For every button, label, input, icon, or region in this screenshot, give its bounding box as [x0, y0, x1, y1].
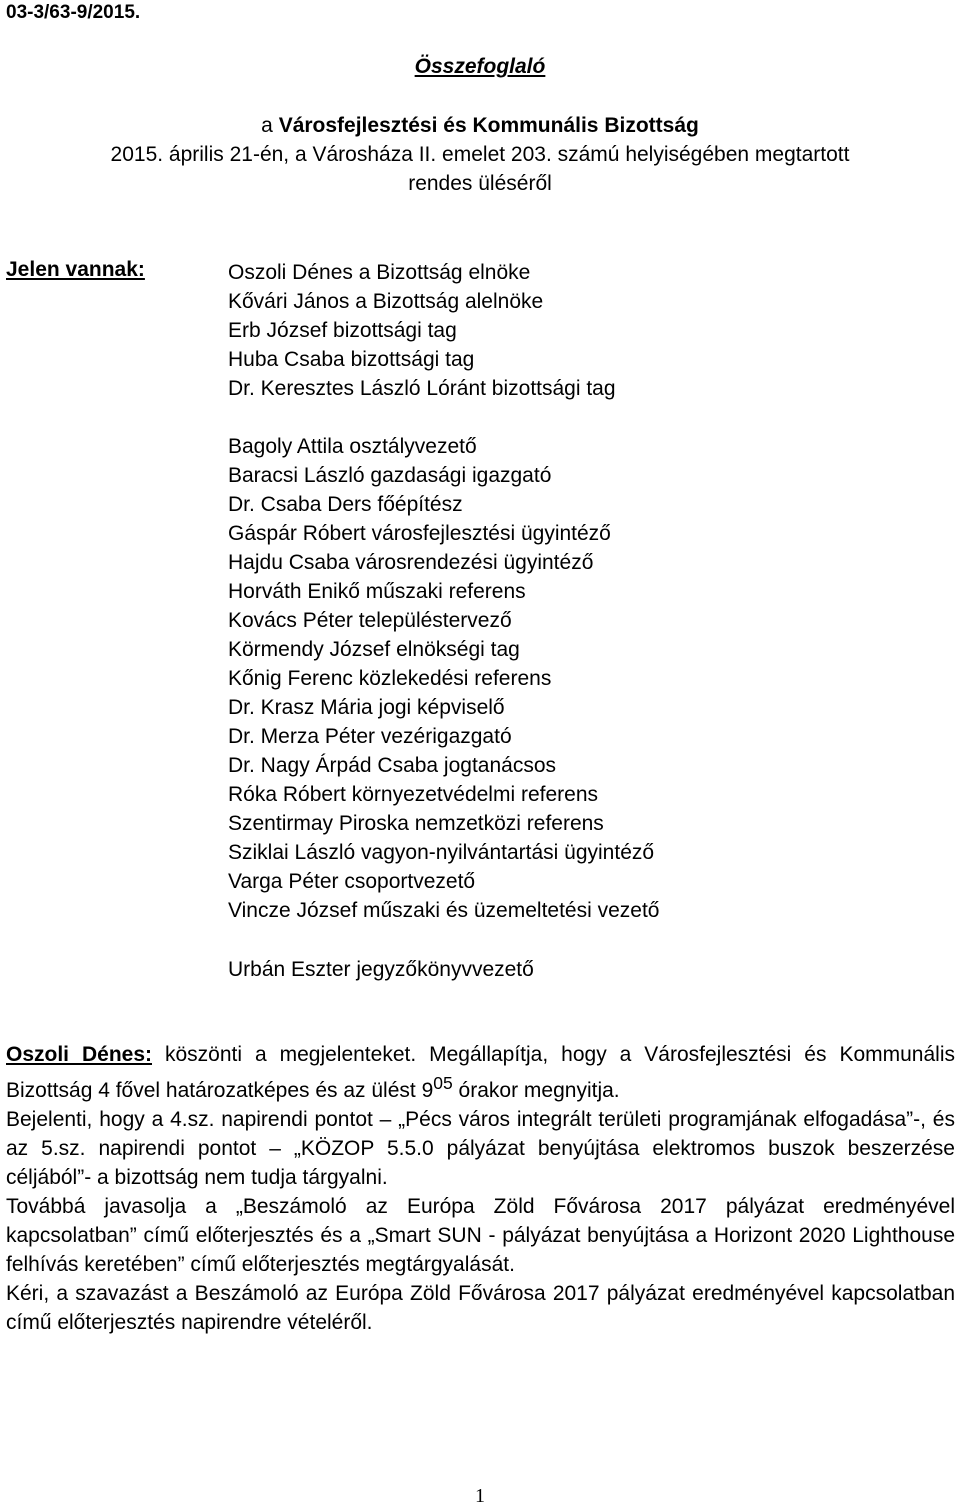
meeting-type: rendes üléséről — [408, 172, 552, 195]
attendee-item: Oszoli Dénes a Bizottság elnöke — [228, 261, 531, 284]
minutes-body — [6, 1040, 955, 1337]
document-title: Összefoglaló — [414, 55, 546, 78]
minutes-taker: Urbán Eszter jegyzőkönyvvezető — [228, 958, 534, 981]
attendee-item: Kovács Péter településtervező — [228, 609, 512, 632]
attendee-item: Róka Róbert környezetvédelmi referens — [228, 783, 599, 806]
attendee-item: Horváth Enikő műszaki referens — [228, 580, 526, 603]
committee-members-list — [228, 258, 616, 403]
committee-name: a Városfejlesztési és Kommunális Bizottság — [261, 114, 699, 137]
attendee-item: Hajdu Csaba városrendezési ügyintéző — [228, 551, 594, 574]
attendee-item: Vincze József műszaki és üzemeltetési vezető — [228, 899, 660, 922]
opening-text-end: órakor megnyitja. — [452, 1079, 620, 1102]
invited-staff — [228, 432, 659, 925]
attendee-item: Gáspár Róbert városfejlesztési ügyintéző — [228, 522, 611, 545]
agenda-removal-paragraph: Bejelenti, hogy a 4.sz. napirendi pontot – „Pécs város integrált területi programjának elfogadása”-, és az 5.sz. napirendi pontot – „KÖZOP 5.5.0 pályázat benyújtása elektromos buszok beszerzése céljából”- a bizottság nem tudja tárgyalni. — [6, 1108, 955, 1189]
attendee-item: Dr. Csaba Ders főépítész — [228, 493, 463, 516]
vote-request-paragraph: Kéri, a szavazást a Beszámoló az Európa Zöld Fővárosa 2017 pályázat eredményével kapcsolatban című előterjesztés napirendre vételéről. — [6, 1282, 955, 1334]
attendee-item: Baracsi László gazdasági igazgató — [228, 464, 552, 487]
attendee-item: Huba Csaba bizottsági tag — [228, 348, 475, 371]
attendee-item: Kővári János a Bizottság alelnöke — [228, 290, 544, 313]
attendee-item: Kőnig Ferenc közlekedési referens — [228, 667, 552, 690]
invited-staff-list — [228, 432, 659, 925]
attendee-item: Dr. Nagy Árpád Csaba jogtanácsos — [228, 754, 557, 777]
document-number: 03-3/63-9/2015. — [6, 2, 141, 23]
committee-members — [228, 258, 616, 403]
page-number: 1 — [475, 1485, 485, 1507]
opening-text: köszönti a megjelenteket. Megállapítja, hogy a Városfejlesztési és Kommunális Bizottság 4 fővel határozatképes és az ülést 9 — [6, 1043, 955, 1102]
present-label: Jelen vannak: — [6, 258, 145, 281]
attendee-item: Dr. Krasz Mária jogi képviselő — [228, 696, 505, 719]
attendee-item: Erb József bizottsági tag — [228, 319, 457, 342]
attendee-item: Körmendy József elnökségi tag — [228, 638, 520, 661]
committee-name-bold: Városfejlesztési és Kommunális Bizottság — [278, 114, 699, 137]
opening-paragraph — [6, 1040, 955, 1105]
attendee-item: Dr. Merza Péter vezérigazgató — [228, 725, 512, 748]
speaker-name: Oszoli Dénes: — [6, 1043, 152, 1066]
opening-minutes-sup: 05 — [433, 1073, 453, 1093]
attendee-item: Varga Péter csoportvezető — [228, 870, 476, 893]
agenda-proposal-paragraph: Továbbá javasolja a „Beszámoló az Európa Zöld Fővárosa 2017 pályázat eredményével kapcsolatban” című előterjesztés és a „Smart SUN - pályázat benyújtása a Horizont 2020 Lighthouse felhívás keretében” című előterjesztés megtárgyalását. — [6, 1195, 955, 1276]
attendee-item: Bagoly Attila osztályvezető — [228, 435, 477, 458]
attendee-item: Sziklai László vagyon-nyilvántartási ügyintéző — [228, 841, 655, 864]
attendee-item: Dr. Keresztes László Lóránt bizottsági tag — [228, 377, 616, 400]
meeting-date-location: 2015. április 21-én, a Városháza II. emelet 203. számú helyiségében megtartott — [110, 143, 850, 166]
attendee-item: Szentirmay Piroska nemzetközi referens — [228, 812, 604, 835]
